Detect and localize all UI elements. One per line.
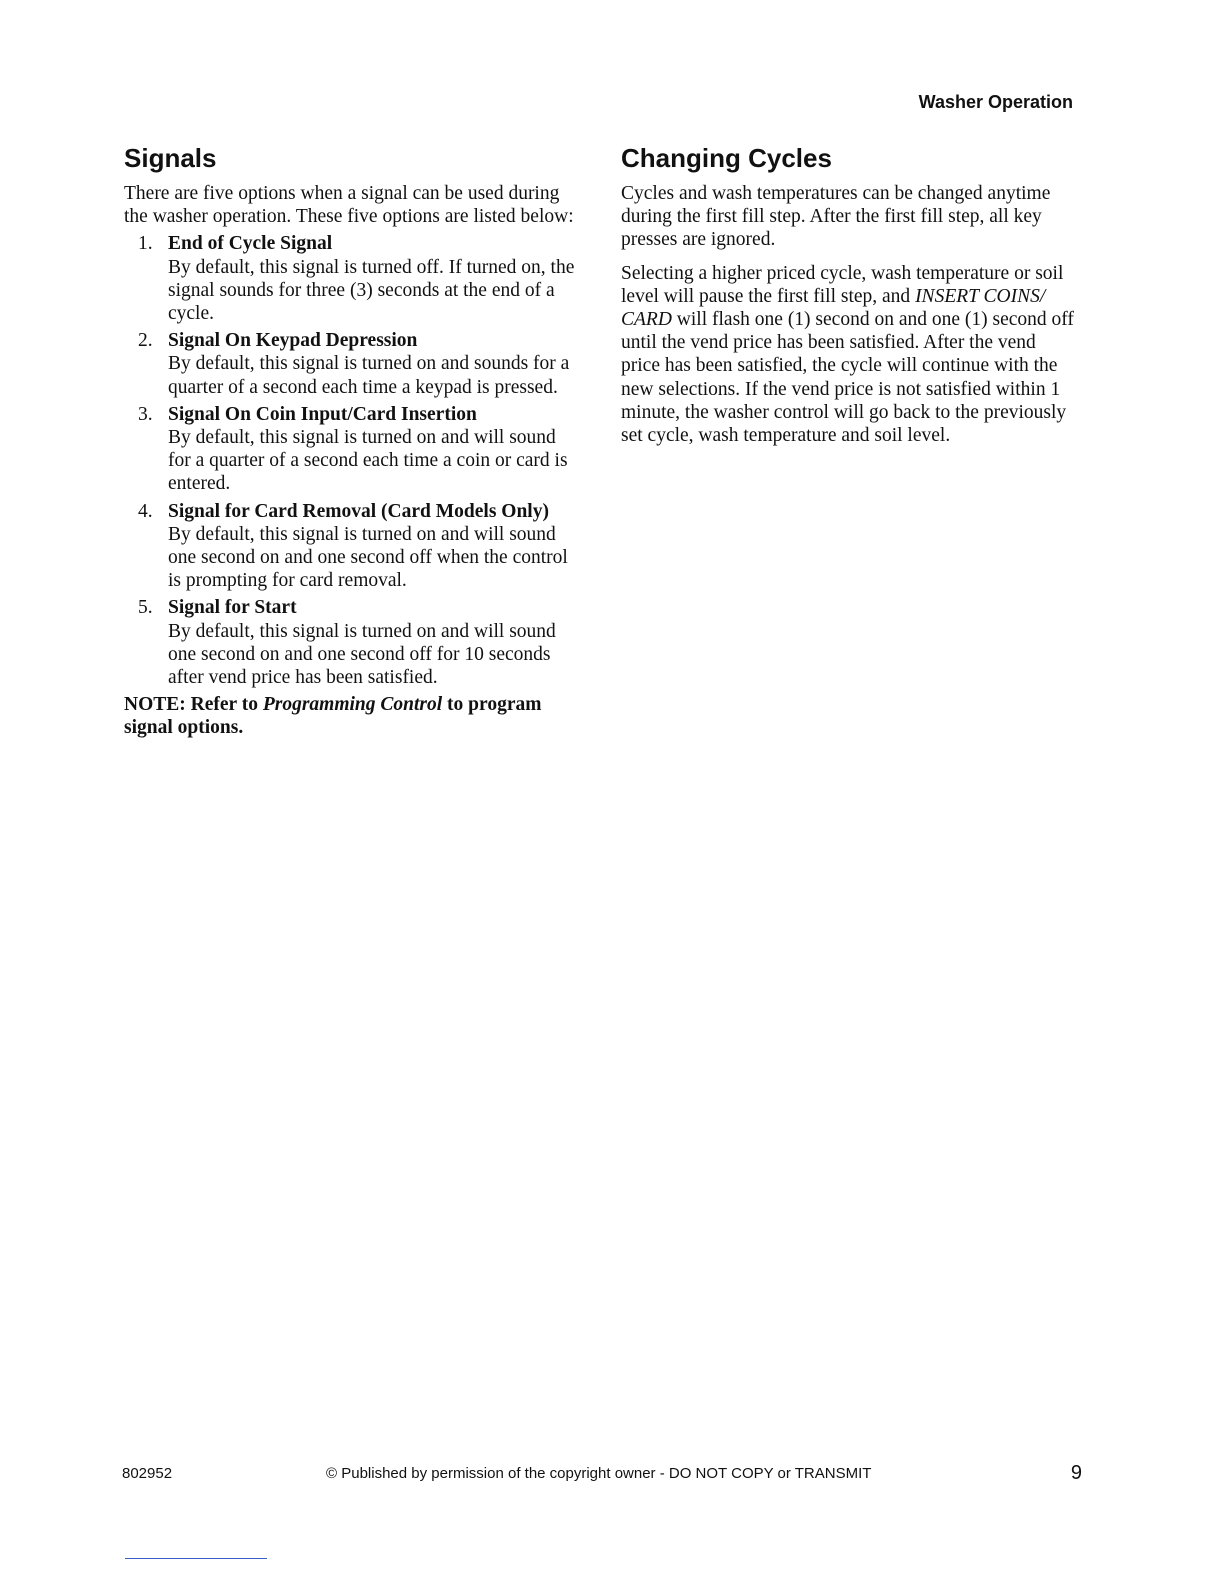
list-item-number: 4. xyxy=(138,500,153,522)
note-prefix: NOTE: Refer to xyxy=(124,694,263,716)
note-reference-programming-control: Programming Control xyxy=(262,694,443,716)
footer-divider xyxy=(125,1558,267,1559)
paragraph-2-after: will flash one (1) second on and one (1) second off until the vend price has been satisfied. After the vend price has been satisfied, the cycle will continue with the new selections. If the vend price is not satisfied within 1 minute, the washer control will go back to the previously set cycle, wash temperature and soil level. xyxy=(621,309,1074,447)
signal-option-start xyxy=(124,596,582,689)
list-item-title: End of Cycle Signal xyxy=(168,233,333,255)
list-item-number: 5. xyxy=(138,597,153,619)
list-item-title: Signal for Card Removal (Card Models Only) xyxy=(168,500,549,522)
insert-coins-card-message: INSERT COINS/ CARD xyxy=(621,285,1046,331)
signal-option-card-removal xyxy=(124,500,582,593)
document-number: 802952 xyxy=(122,1465,173,1482)
list-item-description: By default, this signal is turned on and will sound for a quarter of a second each time a coin or card is entered. xyxy=(168,427,568,495)
list-item-description: By default, this signal is turned on and will sound one second on and one second off for 10 seconds after vend price has been satisfied. xyxy=(168,620,556,689)
running-header: Washer Operation xyxy=(918,92,1073,112)
list-item-number: 1. xyxy=(138,233,153,255)
page-number: 9 xyxy=(1070,1462,1082,1484)
signal-option-coin-card-insertion xyxy=(124,403,582,496)
list-item-title: Signal On Keypad Depression xyxy=(168,330,418,352)
signals-note xyxy=(124,693,582,739)
list-item-title: Signal for Start xyxy=(168,597,297,619)
changing-cycles-heading: Changing Cycles xyxy=(621,143,832,173)
signal-option-end-of-cycle xyxy=(124,232,582,325)
paragraph-2-before: Selecting a higher priced cycle, wash temperature or soil level will pause the first fill step, and xyxy=(621,262,1064,307)
list-item-title: Signal On Coin Input/Card Insertion xyxy=(168,403,477,425)
signals-section xyxy=(124,142,582,750)
list-item-description: By default, this signal is turned off. If turned on, the signal sounds for three (3) seconds at the end of a cycle. xyxy=(168,256,575,325)
changing-cycles-paragraph-1: Cycles and wash temperatures can be changed anytime during the first fill step. After the first fill step, all key presses are ignored. xyxy=(621,183,1051,251)
copyright-notice: © Published by permission of the copyright owner - DO NOT COPY or TRANSMIT xyxy=(326,1465,872,1482)
signal-option-keypad-depression xyxy=(124,329,582,399)
list-item-description: By default, this signal is turned on and will sound one second on and one second off when the control is prompting for card removal. xyxy=(168,523,568,592)
signals-heading: Signals xyxy=(124,143,217,173)
changing-cycles-section xyxy=(621,142,1077,457)
note-suffix: to program signal options. xyxy=(124,694,542,739)
list-item-description: By default, this signal is turned on and sounds for a quarter of a second each time a keypad is pressed. xyxy=(168,353,570,398)
list-item-number: 2. xyxy=(138,330,153,352)
signals-intro: There are five options when a signal can be used during the washer operation. These five options are listed below: xyxy=(124,183,574,228)
list-item-number: 3. xyxy=(138,403,153,425)
changing-cycles-paragraph-2 xyxy=(621,262,1077,448)
signal-options-list xyxy=(124,232,582,689)
